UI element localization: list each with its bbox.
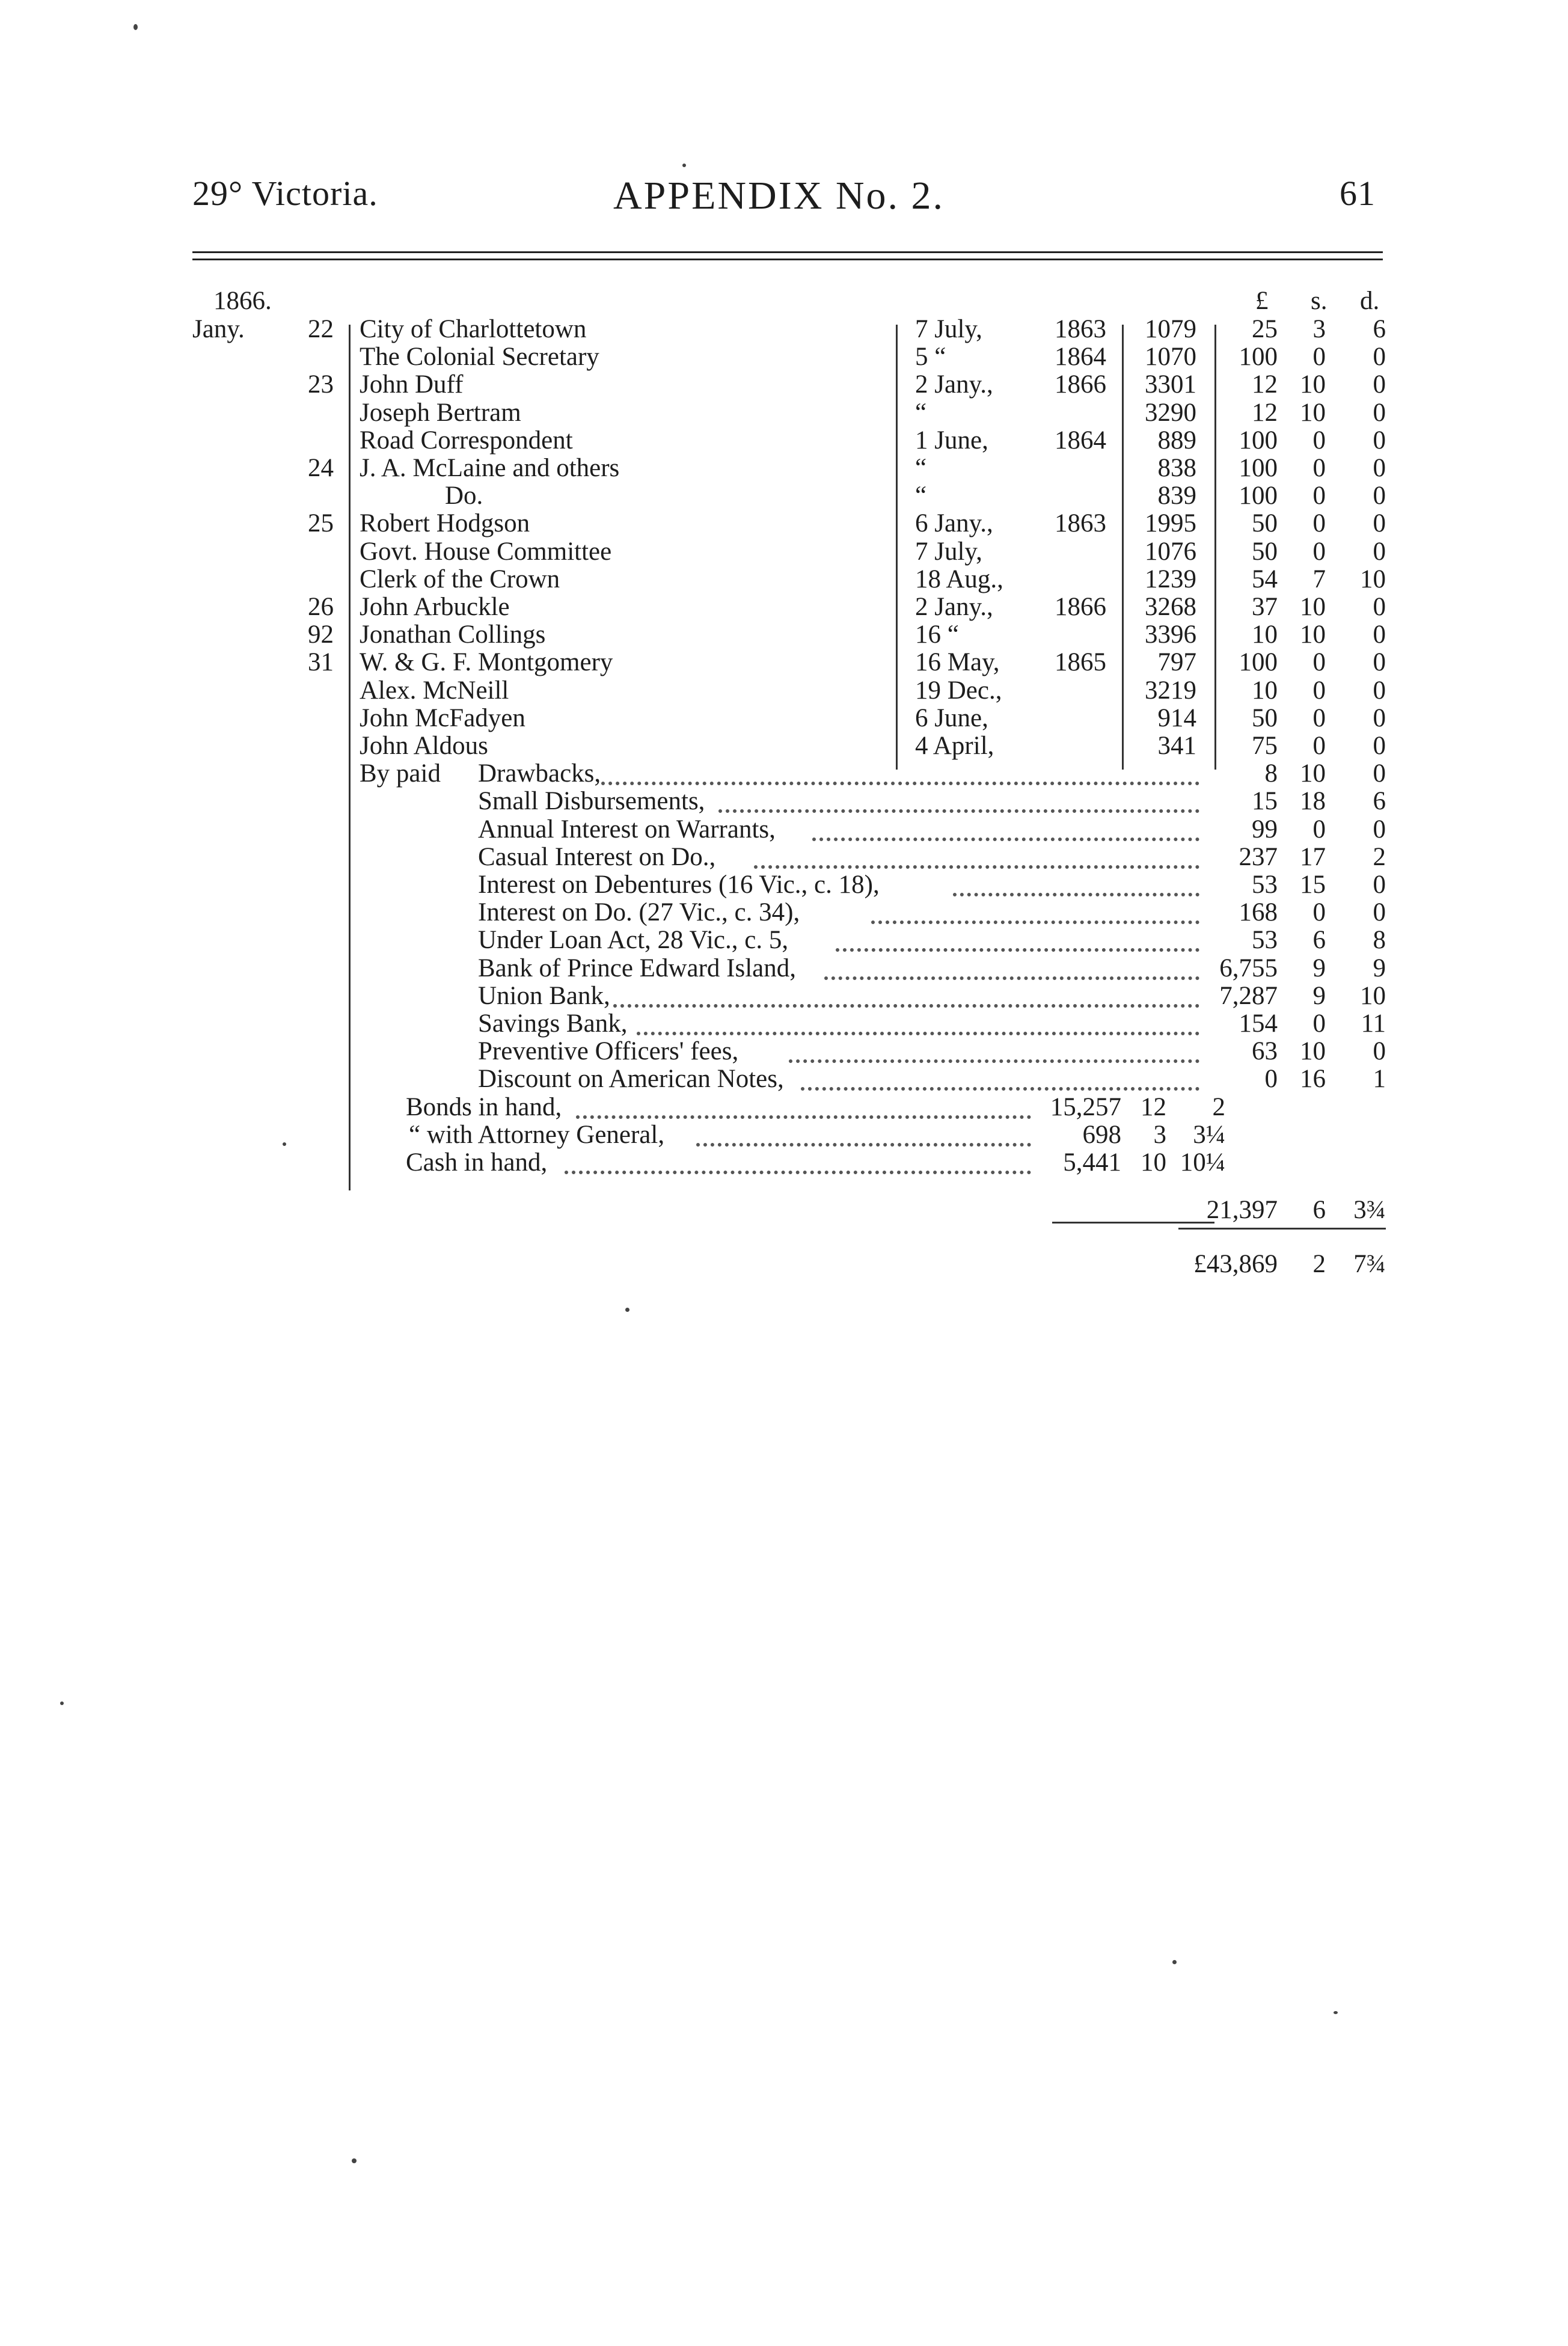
payment-amount-shillings: 10 [1300, 1037, 1326, 1066]
payment-amount-shillings: 0 [1312, 898, 1326, 927]
payment-amount-pence: 8 [1373, 926, 1386, 955]
entry-year: 1866 [1055, 370, 1106, 399]
entry-amount-shillings: 0 [1312, 482, 1326, 510]
paper-speck [133, 24, 138, 30]
running-head-left: 29° Victoria. [192, 174, 378, 213]
entry-year: 1865 [1055, 648, 1106, 677]
entry-amount-pence: 0 [1373, 426, 1386, 455]
shillings-header: s. [1311, 287, 1328, 315]
balance-pounds: 698 [1082, 1120, 1121, 1149]
entry-date: 7 July, [915, 315, 982, 343]
entry-amount-pence: 0 [1373, 676, 1386, 705]
entry-amount-shillings: 0 [1312, 426, 1326, 455]
balance-shillings: 3 [1153, 1120, 1166, 1149]
entry-date: 7 July, [915, 537, 982, 566]
ledger-month: Jany. [192, 315, 245, 343]
entry-date: “ [915, 398, 927, 427]
payment-amount-pence: 1 [1373, 1065, 1386, 1094]
ledger-year: 1866. [213, 287, 272, 315]
dot-leader [576, 1115, 1031, 1119]
payment-amount-pence: 6 [1373, 787, 1386, 816]
subtotal-pounds: 21,397 [1206, 1196, 1278, 1224]
paper-speck [352, 2158, 357, 2163]
payment-amount-shillings: 9 [1312, 981, 1326, 1010]
entry-number: 838 [1157, 454, 1196, 482]
grand-total-pounds: £43,869 [1193, 1250, 1278, 1278]
pence-header: d. [1360, 287, 1380, 315]
entry-date: 16 May, [915, 648, 1000, 677]
grand-total-shillings: 2 [1312, 1250, 1326, 1278]
payment-amount-pence: 9 [1373, 954, 1386, 982]
entry-day: 31 [308, 648, 334, 677]
paper-speck [283, 1142, 286, 1146]
entry-day: 24 [308, 454, 334, 482]
payment-amount-pounds: 53 [1252, 871, 1278, 899]
payment-label: Under Loan Act, 28 Vic., c. 5, [478, 926, 789, 955]
dot-leader [718, 809, 1199, 813]
entry-year: 1863 [1055, 315, 1106, 343]
entry-name: Joseph Bertram [360, 398, 521, 427]
entry-name: John McFadyen [360, 703, 525, 732]
paper-speck [1334, 2011, 1338, 2014]
number-column-rule [1122, 325, 1124, 770]
entry-name: Robert Hodgson [360, 509, 530, 538]
payment-label: Discount on American Notes, [478, 1065, 784, 1094]
entry-date: 19 Dec., [915, 676, 1002, 705]
entry-number: 1239 [1145, 565, 1196, 593]
entry-name: Alex. McNeill [360, 676, 509, 705]
dot-leader [824, 976, 1200, 980]
entry-day: 26 [308, 593, 334, 621]
entry-number: 3268 [1145, 593, 1196, 621]
payment-amount-shillings: 0 [1312, 1009, 1326, 1038]
entry-date: 1 June, [915, 426, 988, 455]
entry-amount-pence: 0 [1373, 537, 1386, 566]
payment-amount-shillings: 17 [1300, 842, 1326, 871]
name-column-rule [349, 325, 351, 1190]
header-rule-lower [192, 259, 1383, 260]
entry-amount-pounds: 100 [1239, 482, 1278, 510]
entry-amount-shillings: 0 [1312, 343, 1326, 372]
balance-pounds: 15,257 [1050, 1092, 1121, 1121]
entry-year: 1864 [1055, 426, 1106, 455]
entry-date: “ [915, 454, 927, 482]
payment-amount-shillings: 0 [1312, 815, 1326, 844]
entry-amount-shillings: 10 [1300, 370, 1326, 399]
grand-total-pence: 7¾ [1353, 1250, 1386, 1278]
balance-label: “ with Attorney General, [409, 1120, 665, 1149]
entry-amount-pounds: 37 [1252, 593, 1278, 621]
entry-amount-shillings: 0 [1312, 703, 1326, 732]
entry-amount-pence: 0 [1373, 509, 1386, 538]
dot-leader [696, 1143, 1031, 1147]
entry-number: 3301 [1145, 370, 1196, 399]
entry-name: Jonathan Collings [360, 620, 546, 649]
entry-amount-pence: 6 [1373, 315, 1386, 343]
entry-number: 1070 [1145, 343, 1196, 372]
payment-amount-shillings: 18 [1300, 787, 1326, 816]
entry-number: 341 [1157, 732, 1196, 760]
entry-year: 1866 [1055, 593, 1106, 621]
balance-pounds: 5,441 [1063, 1148, 1121, 1177]
entry-amount-pence: 0 [1373, 732, 1386, 760]
entry-amount-shillings: 0 [1312, 676, 1326, 705]
entry-amount-pounds: 54 [1252, 565, 1278, 593]
dot-leader [789, 1059, 1199, 1063]
entry-name: John Arbuckle [360, 593, 510, 621]
entry-date: 2 Jany., [915, 370, 993, 399]
entry-amount-shillings: 0 [1312, 454, 1326, 482]
balance-pence: 2 [1212, 1092, 1225, 1121]
payment-amount-pence: 2 [1373, 842, 1386, 871]
entry-day: 92 [308, 620, 334, 649]
payment-amount-pounds: 168 [1239, 898, 1278, 927]
running-head-title: APPENDIX No. 2. [613, 174, 945, 218]
entry-year: 1863 [1055, 509, 1106, 538]
payment-label: Drawbacks, [478, 759, 601, 788]
entry-name: John Duff [360, 370, 464, 399]
entry-amount-pounds: 12 [1252, 398, 1278, 427]
entry-amount-shillings: 0 [1312, 509, 1326, 538]
pounds-header: £ [1255, 287, 1269, 315]
entry-date: 18 Aug., [915, 565, 1003, 593]
entry-number: 3396 [1145, 620, 1196, 649]
entry-day: 22 [308, 315, 334, 343]
balance-label: Cash in hand, [406, 1148, 548, 1177]
dot-leader [613, 1004, 1200, 1008]
payment-amount-pence: 11 [1361, 1009, 1386, 1038]
payment-amount-shillings: 6 [1312, 926, 1326, 955]
entry-amount-pence: 0 [1373, 343, 1386, 372]
payment-label: Interest on Debentures (16 Vic., c. 18), [478, 871, 880, 899]
payment-amount-pence: 10 [1360, 981, 1386, 1010]
payment-amount-shillings: 9 [1312, 954, 1326, 982]
entry-day: 25 [308, 509, 334, 538]
entry-number: 1076 [1145, 537, 1196, 566]
entry-amount-pounds: 50 [1252, 703, 1278, 732]
payment-amount-pounds: 237 [1239, 842, 1278, 871]
payment-label: Casual Interest on Do., [478, 842, 716, 871]
entry-amount-shillings: 3 [1312, 315, 1326, 343]
dot-leader [801, 1087, 1200, 1091]
payment-amount-shillings: 16 [1300, 1065, 1326, 1094]
payment-label: Preventive Officers' fees, [478, 1037, 739, 1066]
entry-amount-shillings: 0 [1312, 537, 1326, 566]
paper-speck [625, 1308, 629, 1312]
dot-leader [565, 1171, 1032, 1174]
entry-year: 1864 [1055, 343, 1106, 372]
dot-leader [637, 1032, 1200, 1035]
payment-label: Union Bank, [478, 981, 610, 1010]
entry-name: Do. [445, 482, 483, 510]
entry-amount-pounds: 10 [1252, 676, 1278, 705]
payment-amount-shillings: 15 [1300, 871, 1326, 899]
entry-number: 1079 [1145, 315, 1196, 343]
entry-date: 16 “ [915, 620, 959, 649]
payment-amount-pounds: 99 [1252, 815, 1278, 844]
balance-shillings: 12 [1141, 1092, 1166, 1121]
entry-number: 914 [1157, 703, 1196, 732]
payment-amount-pounds: 0 [1264, 1065, 1278, 1094]
balance-label: Bonds in hand, [406, 1092, 562, 1121]
entry-date: 5 “ [915, 343, 946, 372]
dot-leader [754, 865, 1200, 869]
entry-amount-pence: 0 [1373, 370, 1386, 399]
entry-date: 6 Jany., [915, 509, 993, 538]
entry-amount-pence: 10 [1360, 565, 1386, 593]
payment-amount-pounds: 63 [1252, 1037, 1278, 1066]
entry-number: 839 [1157, 482, 1196, 510]
entry-name: J. A. McLaine and others [360, 454, 620, 482]
entry-number: 1995 [1145, 509, 1196, 538]
entry-name: W. & G. F. Montgomery [360, 648, 613, 677]
payment-amount-pounds: 15 [1252, 787, 1278, 816]
entry-number: 3219 [1145, 676, 1196, 705]
entry-amount-pounds: 12 [1252, 370, 1278, 399]
entry-amount-shillings: 10 [1300, 593, 1326, 621]
entry-amount-pounds: 75 [1252, 732, 1278, 760]
payment-label: Small Disbursements, [478, 787, 705, 816]
entry-name: Road Correspondent [360, 426, 573, 455]
entry-date: 2 Jany., [915, 593, 993, 621]
payment-amount-pence: 0 [1373, 1037, 1386, 1066]
entry-amount-pounds: 100 [1239, 648, 1278, 677]
entry-date: 4 April, [915, 732, 994, 760]
balance-pence: 3¼ [1193, 1120, 1225, 1149]
payment-amount-pounds: 154 [1239, 1009, 1278, 1038]
dot-leader [812, 838, 1199, 841]
payment-amount-pence: 0 [1373, 759, 1386, 788]
entry-amount-pounds: 10 [1252, 620, 1278, 649]
entry-day: 23 [308, 370, 334, 399]
paper-speck [1172, 1960, 1177, 1964]
entry-name: The Colonial Secretary [360, 343, 599, 372]
entry-amount-pence: 0 [1373, 482, 1386, 510]
entry-amount-shillings: 10 [1300, 620, 1326, 649]
entry-date: “ [915, 482, 927, 510]
paper-speck [682, 164, 686, 167]
entry-amount-pounds: 25 [1252, 315, 1278, 343]
payments-prefix: By paid [360, 759, 441, 788]
entry-amount-pounds: 100 [1239, 454, 1278, 482]
entry-amount-pence: 0 [1373, 620, 1386, 649]
entry-amount-pence: 0 [1373, 398, 1386, 427]
entry-amount-pence: 0 [1373, 648, 1386, 677]
header-rule-upper [192, 251, 1383, 253]
entry-amount-shillings: 0 [1312, 732, 1326, 760]
entry-name: Clerk of the Crown [360, 565, 560, 593]
subtotal-shillings: 6 [1312, 1196, 1326, 1224]
payment-label: Savings Bank, [478, 1009, 628, 1038]
payment-amount-pounds: 7,287 [1219, 981, 1278, 1010]
subtotal-pence: 3¾ [1353, 1196, 1386, 1224]
entry-amount-pounds: 50 [1252, 509, 1278, 538]
entry-name: John Aldous [360, 732, 488, 760]
entry-amount-shillings: 10 [1300, 398, 1326, 427]
payment-amount-shillings: 10 [1300, 759, 1326, 788]
payment-amount-pence: 0 [1373, 871, 1386, 899]
payment-label: Interest on Do. (27 Vic., c. 34), [478, 898, 800, 927]
total-rule [1178, 1228, 1386, 1230]
entry-amount-pounds: 100 [1239, 343, 1278, 372]
payment-amount-pence: 0 [1373, 898, 1386, 927]
entry-date: 6 June, [915, 703, 988, 732]
entry-amount-shillings: 7 [1312, 565, 1326, 593]
payment-amount-pounds: 8 [1264, 759, 1278, 788]
payment-label: Bank of Prince Edward Island, [478, 954, 796, 982]
entry-number: 797 [1157, 648, 1196, 677]
balance-shillings: 10 [1141, 1148, 1166, 1177]
payment-label: Annual Interest on Warrants, [478, 815, 776, 844]
dot-leader [601, 782, 1199, 785]
payment-amount-pounds: 6,755 [1219, 954, 1278, 982]
entry-amount-pence: 0 [1373, 593, 1386, 621]
entry-number: 889 [1157, 426, 1196, 455]
entry-amount-pence: 0 [1373, 454, 1386, 482]
date-column-rule [896, 325, 898, 770]
page-number: 61 [1340, 174, 1376, 213]
entry-amount-pence: 0 [1373, 703, 1386, 732]
paper-speck [60, 1701, 64, 1705]
entry-amount-pounds: 100 [1239, 426, 1278, 455]
entry-name: City of Charlottetown [360, 315, 587, 343]
entry-number: 3290 [1145, 398, 1196, 427]
payment-amount-pounds: 53 [1252, 926, 1278, 955]
entry-name: Govt. House Committee [360, 537, 612, 566]
entry-amount-shillings: 0 [1312, 648, 1326, 677]
payment-amount-pence: 0 [1373, 815, 1386, 844]
balance-pence: 10¼ [1180, 1148, 1225, 1177]
entry-amount-pounds: 50 [1252, 537, 1278, 566]
